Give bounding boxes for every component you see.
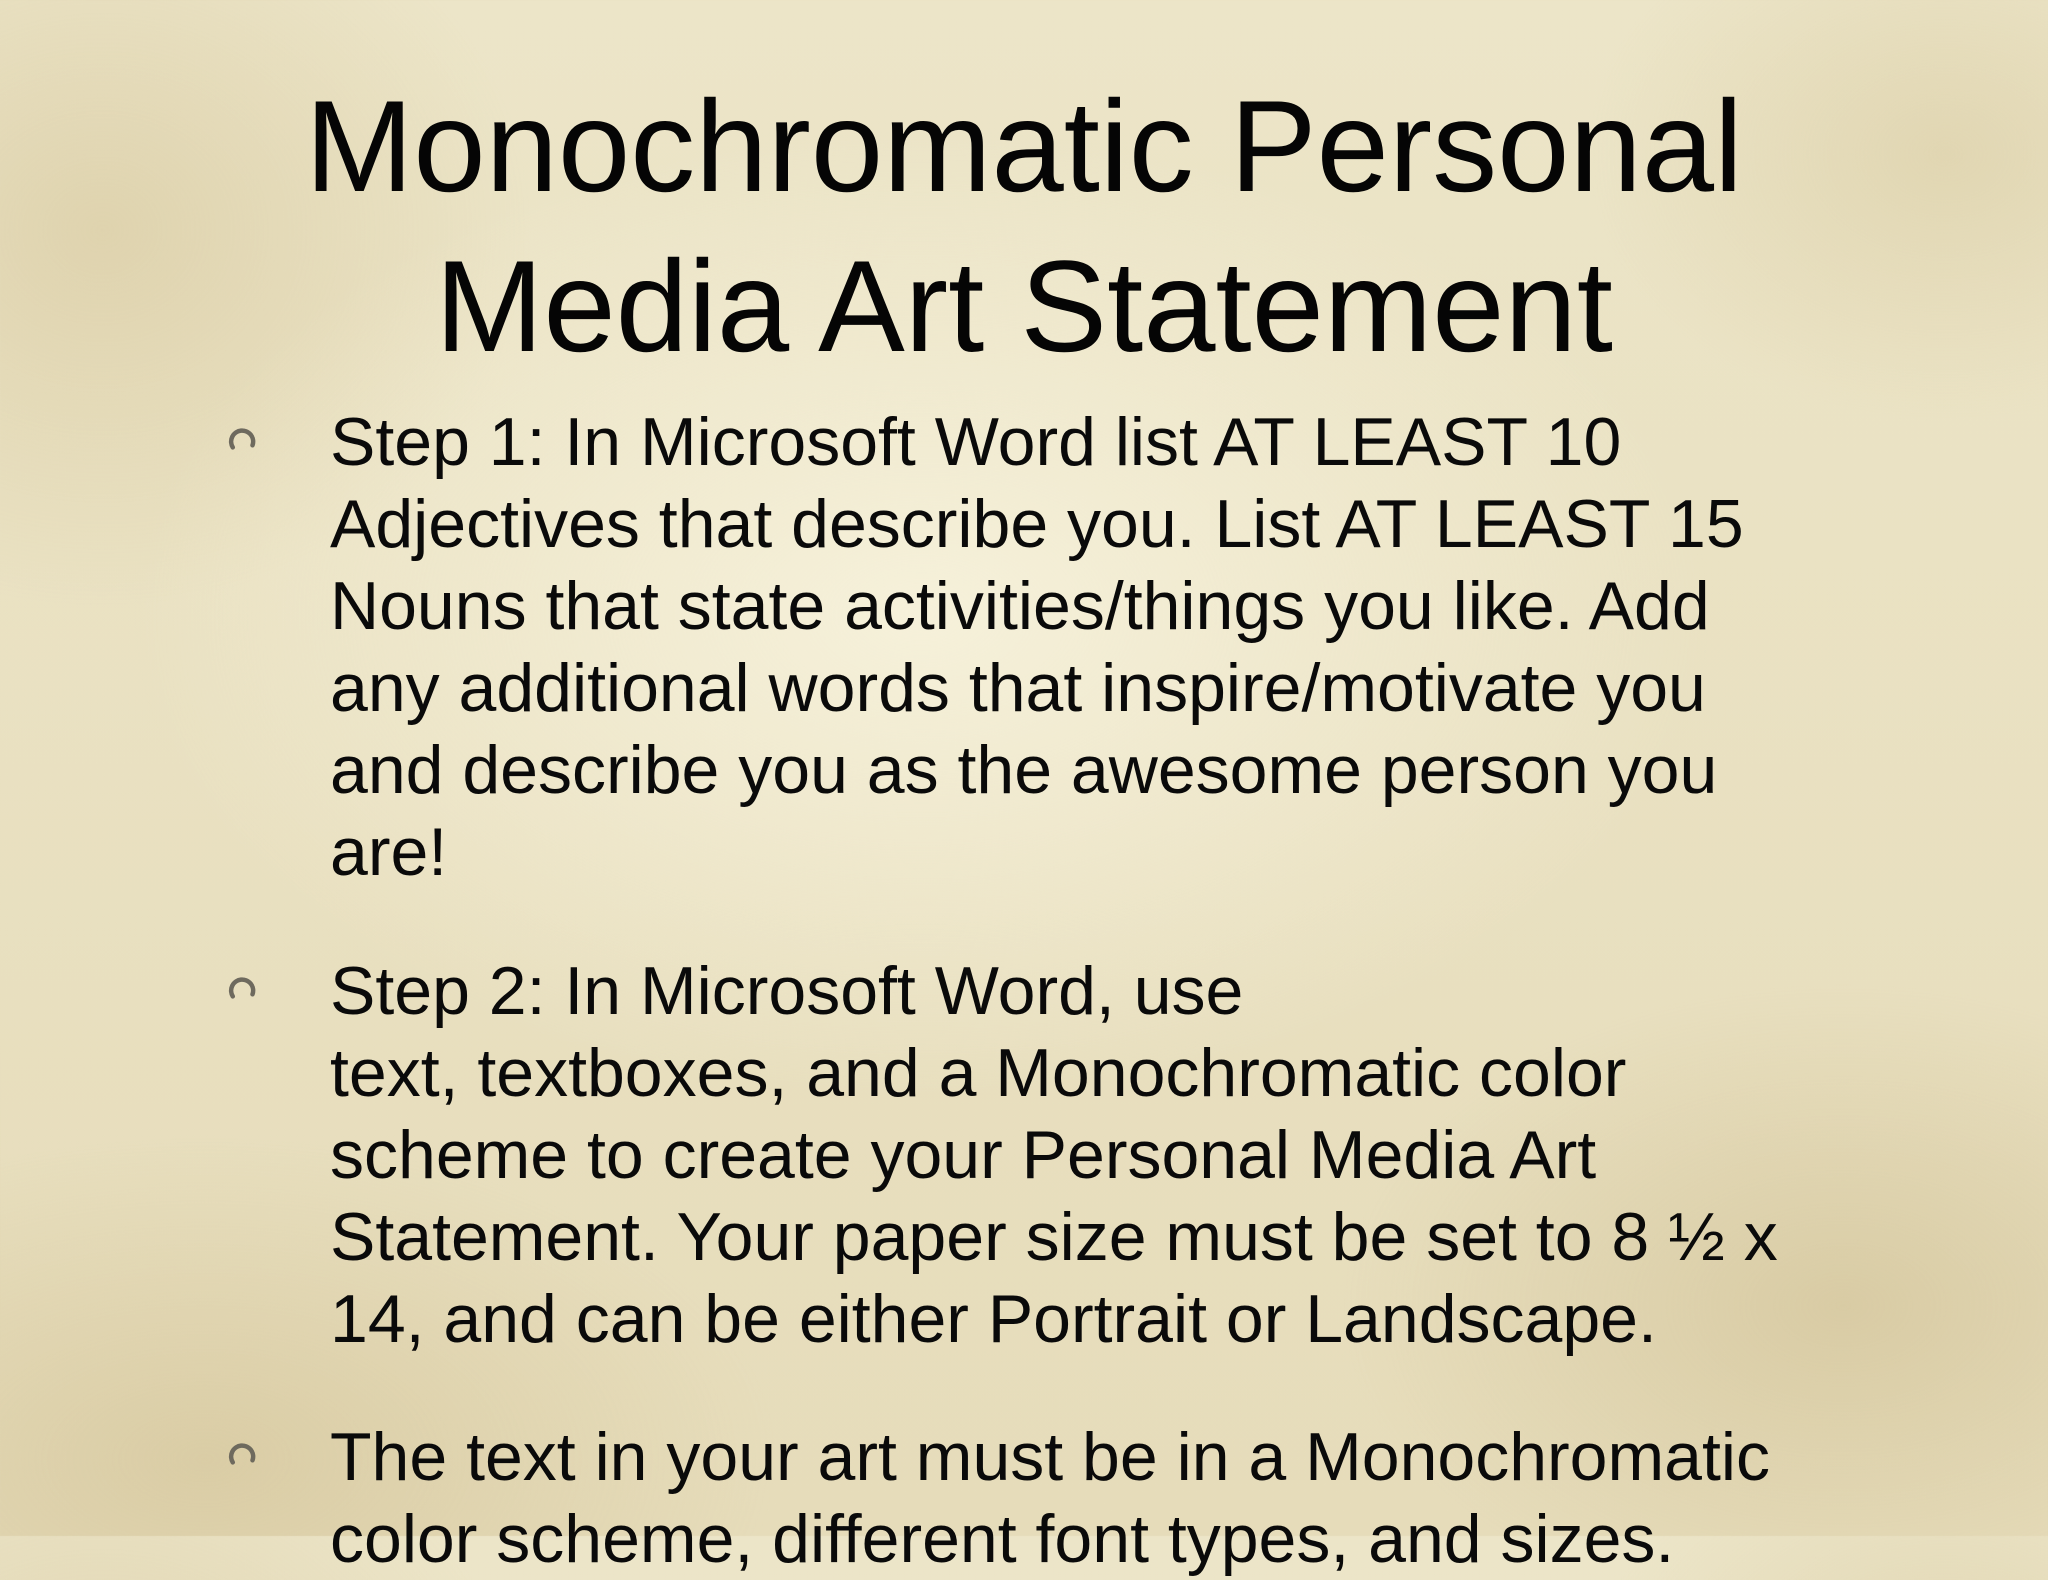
title-line-2: Media Art Statement [435, 233, 1613, 379]
bullet-text-line: scheme to create your Personal Media Art [330, 1117, 1597, 1193]
bullet-text-line: The text in your art must be in a Monochromatic [330, 1419, 1770, 1495]
bullet-text-line: text, textboxes, and a Monochromatic color [330, 1035, 1627, 1111]
open-circle-icon [226, 1440, 258, 1472]
bullet-step-1 [330, 401, 1790, 893]
bullet-text-line: Adjectives that describe you. List AT LEAST 15 [330, 486, 1744, 562]
bullet-text-line: Nouns that state activities/things you like. Add [330, 568, 1710, 644]
open-circle-icon [226, 974, 258, 1006]
bullet-monochromatic-text [330, 1416, 1790, 1580]
bullet-text-line: Statement. Your paper size must be set to 8 ½ x [330, 1199, 1778, 1275]
bullet-text-line: Step 2: In Microsoft Word, use [330, 953, 1244, 1029]
title-line-1: Monochromatic Personal [305, 73, 1743, 219]
bullet-text-line: 14, and can be either Portrait or Landscape. [330, 1281, 1657, 1357]
open-circle-icon [226, 425, 258, 457]
bullet-step-2 [330, 950, 1790, 1360]
bullet-text-line: color scheme, different font types, and sizes. [330, 1501, 1675, 1577]
bullet-text-line: are! [330, 814, 448, 890]
bullet-text-line: Step 1: In Microsoft Word list AT LEAST 10 [330, 404, 1622, 480]
slide-title [0, 66, 2048, 386]
bullet-text-line: any additional words that inspire/motivate you [330, 650, 1706, 726]
bullet-text-line: and describe you as the awesome person you [330, 732, 1718, 808]
